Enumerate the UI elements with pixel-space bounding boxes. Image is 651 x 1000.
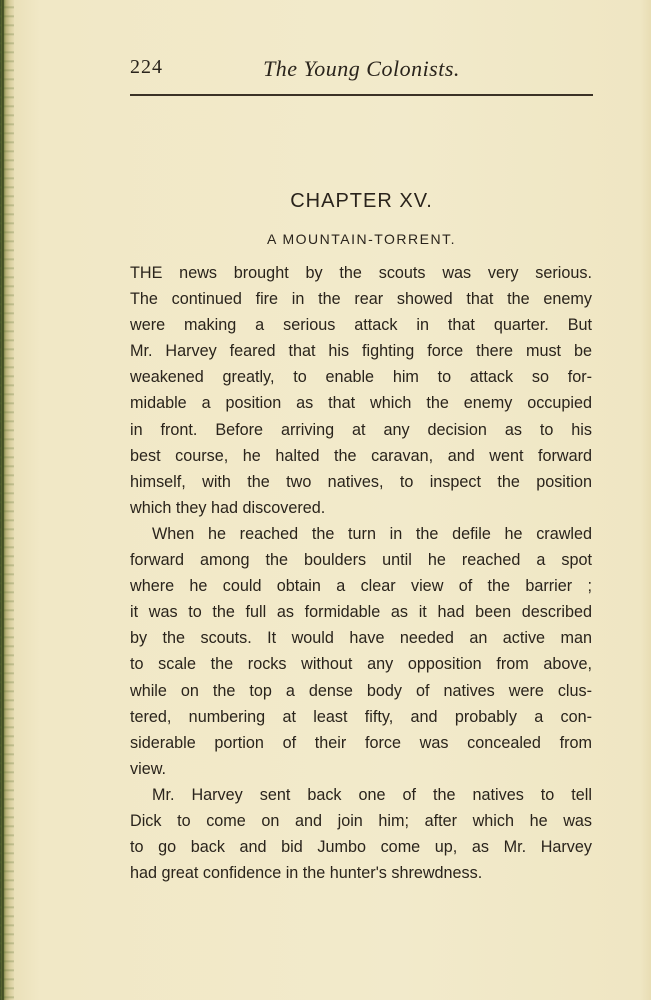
text-line: were making a serious attack in that quarter. But	[130, 316, 592, 335]
text-line: view.	[130, 759, 166, 778]
text-line: The continued fire in the rear showed that the enemy	[130, 290, 592, 309]
running-title: The Young Colonists.	[263, 56, 460, 81]
text-line: Dick to come on and join him; after which he was	[130, 811, 592, 830]
text-line: while on the top a dense body of natives were clus-	[130, 681, 592, 700]
text-line: weakened greatly, to enable him to attack so for-	[130, 368, 592, 387]
text-line: siderable portion of their force was concealed from	[130, 733, 592, 752]
text-line: best course, he halted the caravan, and went forward	[130, 446, 592, 465]
book-spine-edge	[0, 0, 14, 1000]
chapter-title: A MOUNTAIN-TORRENT.	[267, 231, 456, 247]
text-line: Mr. Harvey feared that his fighting force there must be	[130, 342, 592, 361]
text-line: midable a position as that which the enemy occupied	[130, 394, 592, 413]
chapter-body	[130, 260, 592, 886]
page-header	[130, 56, 593, 86]
text-line: in front. Before arriving at any decision as to his	[130, 420, 592, 439]
text-line: had great confidence in the hunter's shrewdness.	[130, 864, 483, 883]
chapter-number: CHAPTER XV.	[290, 190, 433, 212]
text-line: to go back and bid Jumbo come up, as Mr. Harvey	[130, 838, 592, 857]
text-line: tered, numbering at least fifty, and probably a con-	[130, 707, 592, 726]
text-line: where he could obtain a clear view of the barrier ;	[130, 577, 592, 596]
text-line: forward among the boulders until he reached a spot	[130, 551, 592, 570]
text-line: When he reached the turn in the defile he crawled	[152, 524, 592, 543]
text-line: Mr. Harvey sent back one of the natives to tell	[152, 785, 592, 804]
text-line: by the scouts. It would have needed an active man	[130, 629, 592, 648]
text-line: himself, with the two natives, to inspect the position	[130, 472, 592, 491]
text-line: it was to the full as formidable as it had been described	[130, 603, 592, 622]
spine-shadow-line	[2, 0, 4, 1000]
header-rule	[130, 94, 593, 96]
text-line: to scale the rocks without any opposition from above,	[130, 655, 592, 674]
text-line: which they had discovered.	[130, 498, 326, 517]
text-line: THE news brought by the scouts was very serious.	[130, 264, 592, 282]
page-number: 224	[130, 56, 163, 78]
